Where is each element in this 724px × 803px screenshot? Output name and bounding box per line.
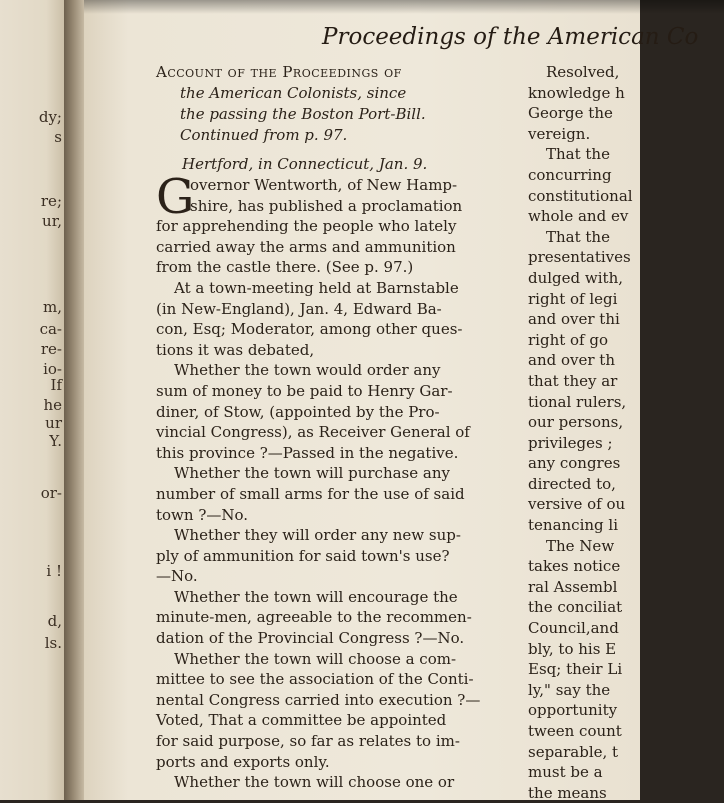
- body-line: Whether the town will encourage the: [174, 587, 458, 606]
- column2-line: tenancing li: [528, 516, 618, 535]
- body-line: from the castle there. (See p. 97.): [156, 258, 414, 277]
- body-line: con, Esq; Moderator, among other ques-: [156, 320, 463, 339]
- body-line: overnor Wentworth, of New Hamp-: [190, 176, 458, 194]
- body-line: At a town-meeting held at Barnstable: [174, 278, 459, 297]
- drop-cap: G: [156, 169, 195, 225]
- body-line: number of small arms for the use of said: [156, 484, 465, 503]
- body-line: sum of money to be paid to Henry Gar-: [156, 381, 453, 400]
- left-page-fragment: d,: [47, 612, 62, 630]
- body-line: this province ?—Passed in the negative.: [156, 443, 459, 462]
- left-page-fragment: or-: [40, 484, 62, 502]
- left-page-fragment: s: [54, 128, 62, 146]
- column2-line: knowledge h: [528, 83, 625, 102]
- column2-line: The New: [546, 536, 615, 555]
- column2-line: privileges ;: [528, 433, 613, 452]
- body-line: minute-men, agreeable to the recommen-: [156, 608, 472, 627]
- column2-line: tional rulers,: [528, 392, 627, 411]
- body-line: ply of ammunition for said town's use?: [156, 546, 450, 565]
- column2-line: that they ar: [528, 371, 618, 390]
- body-line: Whether they will order any new sup-: [174, 526, 461, 545]
- column2-line: dulged with,: [528, 268, 624, 287]
- column2-line: and over th: [528, 351, 615, 370]
- column2-line: the means: [528, 783, 607, 802]
- title-line: Continued from p. 97.: [180, 126, 348, 144]
- title-line: the passing the Boston Port-Bill.: [180, 105, 426, 123]
- body-line: tions it was debated,: [156, 340, 315, 359]
- book-gutter: [64, 0, 86, 800]
- left-page-fragment: ur: [45, 414, 62, 432]
- body-line: ports and exports only.: [156, 752, 330, 771]
- body-line: for said purpose, so far as relates to im-: [156, 732, 460, 751]
- body-line: Whether the town will purchase any: [174, 464, 450, 483]
- column2-line: ral Assembl: [528, 577, 618, 596]
- article-body: [156, 169, 508, 793]
- column2-line: tween count: [528, 722, 622, 740]
- body-line: Whether the town would order any: [174, 361, 441, 380]
- body-line: —No.: [156, 567, 198, 586]
- column2-line: and over thi: [528, 310, 620, 329]
- body-line: Whether the town will choose a com-: [174, 649, 457, 668]
- column2-line: constitutional: [528, 186, 633, 205]
- column2-line: any congres: [528, 454, 621, 473]
- column2-line: right of legi: [528, 289, 618, 308]
- column2-line: separable, t: [528, 742, 619, 761]
- left-page-fragment: re-: [40, 340, 62, 358]
- column2-line: Esq; their Li: [528, 660, 623, 679]
- body-line: mittee to see the association of the Conti-: [156, 670, 474, 689]
- book-page: [84, 0, 699, 802]
- column2-line: That the: [546, 145, 610, 164]
- column2-line: versive of ou: [528, 495, 626, 514]
- running-head: Proceedings of the American Co: [322, 24, 699, 50]
- column2-line: whole and ev: [528, 207, 629, 226]
- body-line: Voted, That a committee be appointed: [156, 711, 447, 730]
- left-page-fragment: ca-: [39, 320, 62, 338]
- body-line: carried away the arms and ammunition: [156, 237, 456, 256]
- column2-line: must be a: [528, 763, 603, 782]
- column2-line: takes notice: [528, 557, 621, 576]
- column2-line: concurring: [528, 165, 612, 184]
- left-page-fragment: m,: [43, 298, 62, 316]
- column2-line: vereign.: [528, 124, 591, 143]
- left-page-fragment: If: [50, 376, 62, 394]
- body-line: dation of the Provincial Congress ?—No.: [156, 629, 465, 648]
- body-line: Whether the town will choose one or: [174, 773, 455, 792]
- left-page-fragment: he: [43, 396, 62, 414]
- left-page-fragment: io-: [43, 360, 62, 378]
- body-line: diner, of Stow, (appointed by the Pro-: [156, 402, 440, 421]
- column2-line: Council,and: [528, 619, 619, 638]
- column2-line: George the: [528, 104, 613, 123]
- column2-line: presentatives: [528, 248, 631, 267]
- column2-line: bly, to his E: [528, 639, 617, 658]
- title-line: the American Colonists, since: [180, 84, 407, 102]
- left-page-fragment: dy;: [38, 108, 62, 126]
- left-page-fragment: Y.: [49, 432, 62, 450]
- left-page-fragment: re;: [40, 192, 62, 210]
- left-page-edge: [0, 0, 66, 800]
- left-page-fragment: ls.: [44, 634, 62, 652]
- left-page-fragment: ur,: [42, 212, 62, 230]
- body-line: (in New-England), Jan. 4, Edward Ba-: [156, 299, 442, 318]
- body-line: for apprehending the people who lately: [156, 217, 457, 236]
- article-title: [156, 62, 508, 146]
- dateline: Hertford, in Connecticut, Jan. 9.: [182, 155, 428, 173]
- second-column: [528, 62, 668, 803]
- top-shadow: [84, 0, 724, 14]
- body-line: town ?—No.: [156, 505, 249, 524]
- body-line: vincial Congress), as Receiver General of: [156, 423, 470, 442]
- body-line: shire, has published a proclamation: [190, 196, 463, 215]
- column2-line: ly," say the: [528, 680, 611, 699]
- left-page-fragment: i !: [46, 562, 62, 580]
- column2-line: the conciliat: [528, 598, 623, 617]
- body-line: nental Congress carried into execution ?—: [156, 690, 481, 709]
- article-column: [156, 62, 508, 793]
- column2-line: right of go: [528, 330, 609, 349]
- column2-line: Resolved,: [546, 63, 620, 81]
- column2-line: directed to,: [528, 474, 616, 493]
- title-line: Account of the Proceedings of: [156, 63, 402, 81]
- column2-line: our persons,: [528, 413, 624, 432]
- column2-line: opportunity: [528, 701, 618, 720]
- column2-line: That the: [546, 227, 610, 246]
